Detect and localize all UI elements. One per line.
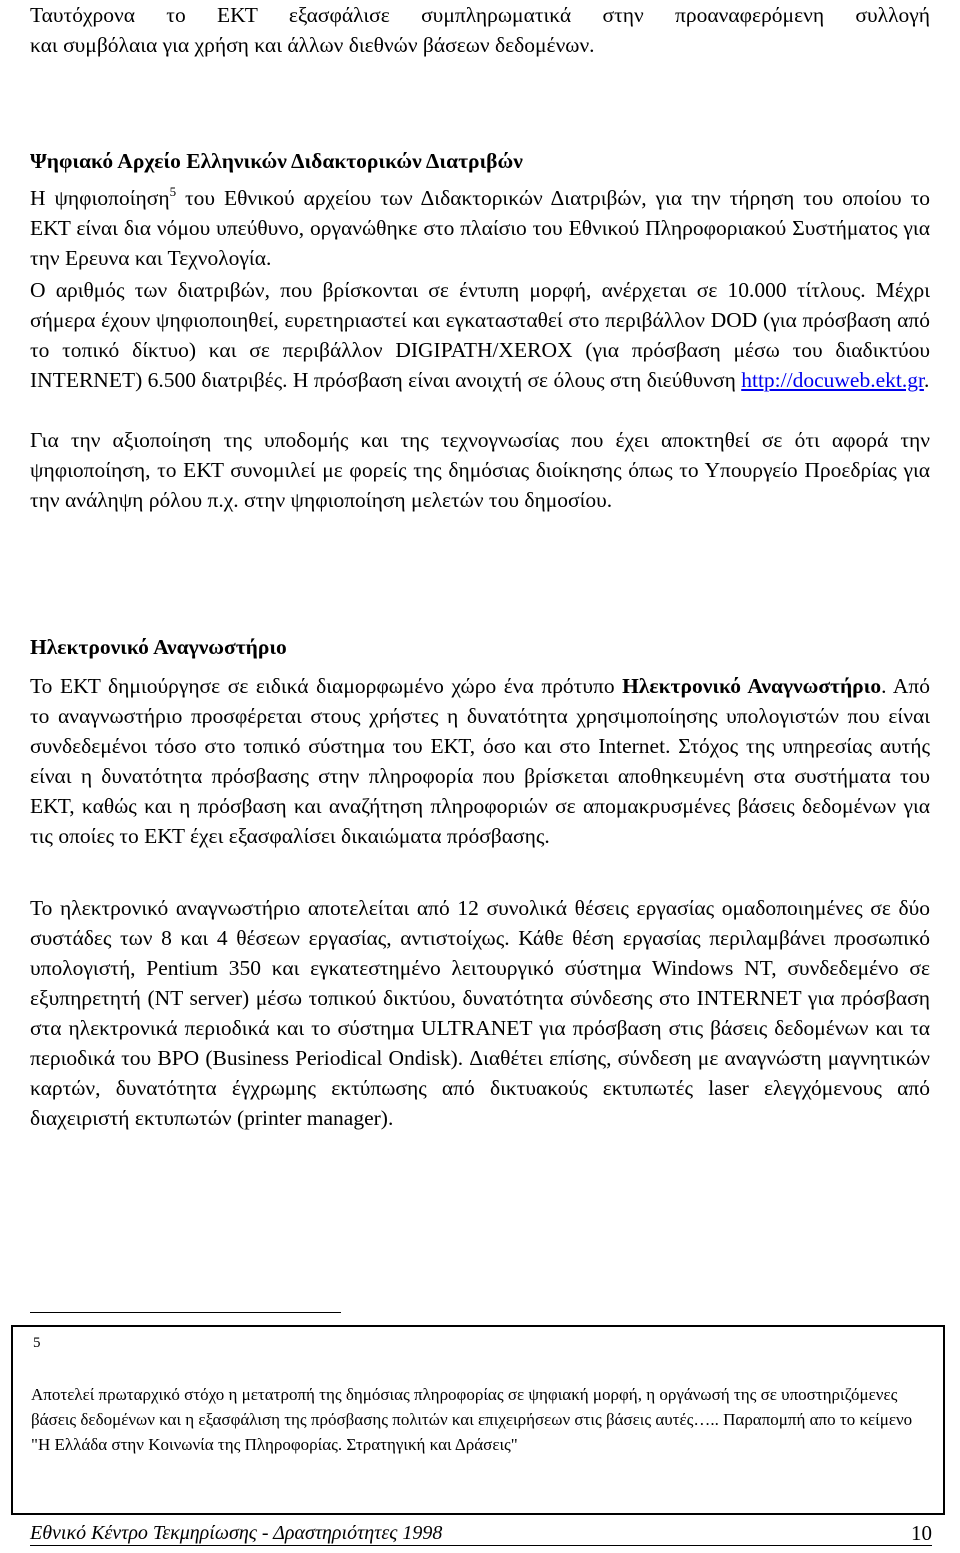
footer-title: Εθνικό Κέντρο Τεκμηρίωσης - Δραστηριότητες 1998 <box>30 1522 443 1544</box>
page-footer <box>30 1517 932 1549</box>
intro-paragraph-line2 <box>30 30 930 60</box>
archive-paragraph-3 <box>30 425 930 515</box>
footnote-text: Αποτελεί πρωταρχικό στόχο η μετατροπή της δημόσιας πληροφορίας σε ψηφιακή μορφή, η οργάνωσή της σε υποστηριζόμενες βάσεις δεδομένων και η εξασφάλιση της πρόσβασης πολιτών και επιχειρήσεων στις βάσεις αυτές….. Παραπομπή απο το κείμενο "Η Ελλάδα στην Κοινωνία της Πληροφορίας. Στρατηγική και Δράσεις" <box>31 1385 913 1454</box>
reading-room-p2-text: Το ηλεκτρονικό αναγνωστήριο αποτελείται από 12 συνολικά θέσεις εργασίας ομαδοποιημένες σε δύο συστάδες των 8 και 4 θέσεων εργασίας, αντιστοίχως. Κάθε θέση εργασίας περιλαμβάνει προσωπικό υπολογιστή, Pentium 350 και εγκατεστημένο λειτουργικό σύστημα Windows NT, συνδεδεμένο σε εξυπηρετητή (NT server) μέσω τοπικού δικτύου, δυνατότητα σύνδεσης στο INTERNET για πρόσβαση στα ηλεκτρονικά περιοδικά και το σύστημα ULTRANET για πρόσβαση στις βάσεις δεδομένων και τα περιοδικά του BPO (Business Periodical Ondisk). Διαθέτει επίσης, σύνδεση με αναγνώστη μαγνητικών καρτών, δυνατότητα έγχρωμης εκτύπωσης από δικτυακούς εκτυπωτές laser ελεγχόμενους από διαχειριστή εκτυπωτών (printer manager). <box>30 896 930 1130</box>
intro-paragraph <box>30 0 930 30</box>
footer-rule <box>30 1545 932 1546</box>
footnote-reference[interactable]: 5 <box>169 184 177 199</box>
intro-line-1: Ταυτόχρονα το ΕΚΤ εξασφάλισε συμπληρωματικά στην προαναφερόμενη συλλογή <box>30 3 930 27</box>
intro-line-2: και συμβόλαια για χρήση και άλλων διεθνών βάσεων δεδομένων. <box>30 33 595 57</box>
page-number: 10 <box>911 1521 932 1545</box>
footnote-number: 5 <box>33 1335 41 1351</box>
section-heading-archive: Ψηφιακό Αρχείο Ελληνικών Διδακτορικών Διατριβών <box>30 149 523 173</box>
reading-room-bold-term: Ηλεκτρονικό Αναγνωστήριο <box>622 674 882 698</box>
archive-p2-text-a: Ο αριθμός των διατριβών, που βρίσκονται σε έντυπη μορφή, ανέρχεται σε 10.000 τίτλους. Μέχρι σήμερα έχουν ψηφιοποιηθεί, ευρετηριαστεί και εγκατασταθεί στο περιβάλλον DOD (για πρόσβαση από το τοπικό δίκτυο) και σε περιβάλλον DIGIPATH/XEROX (για πρόσβαση μέσω του διαδικτύου INTERNET) 6.500 διατριβές. Η πρόσβαση είναι ανοιχτή σε όλους στη διεύθυνση <box>30 278 930 392</box>
docuweb-link[interactable]: http://docuweb.ekt.gr <box>741 368 924 392</box>
section-heading-reading-room: Ηλεκτρονικό Αναγνωστήριο <box>30 635 287 659</box>
reading-room-paragraph-1 <box>30 671 930 851</box>
archive-p1-text-a: Η ψηφιοποίηση <box>30 186 170 210</box>
archive-p3-text: Για την αξιοποίηση της υποδομής και της τεχνογνωσίας που έχει αποκτηθεί σε ότι αφορά την ψηφιοποίηση, το ΕΚΤ συνομιλεί με φορείς της δημόσιας διοίκησης όπως το Υπουργείο Προεδρίας για την ανάληψη ρόλου π.χ. στην ψηφιοποίηση μελετών του δημοσίου. <box>30 428 930 512</box>
archive-p2-text-b: . <box>923 368 930 392</box>
footnote-separator <box>30 1312 341 1313</box>
reading-room-paragraph-2 <box>30 893 930 1133</box>
archive-paragraph-2 <box>30 275 930 395</box>
archive-p1-text-b: του Εθνικού αρχείου των Διδακτορικών Διατριβών, για την τήρηση του οποίου το ΕΚΤ είναι δια νόμου υπεύθυνο, οργανώθηκε στο πλαίσιο του Εθνικού Πληροφοριακού Συστήματος για την Ερευνα και Τεχνολογία. <box>30 186 931 270</box>
reading-room-p1-text-b: . Από το αναγνωστήριο προσφέρεται στους χρήστες η δυνατότητα χρησιμοποίησης υπολογιστών που είναι συνδεδεμένοι τόσο στο τοπικό σύστημα του ΕΚΤ, όσο και στο Internet. Στόχος της υπηρεσίας αυτής είναι η δυνατότητα πρόσβασης στην πληροφορία που βρίσκεται αποθηκευμένη στα συστήματα του ΕΚΤ, καθώς και η πρόσβαση και αναζήτηση πληροφοριών σε απομακρυσμένες βάσεις δεδομένων για τις οποίες το ΕΚΤ έχει εξασφαλίσει δικαιώματα πρόσβασης. <box>30 674 930 848</box>
archive-paragraph-1 <box>30 183 930 273</box>
footnote-box <box>11 1325 945 1515</box>
reading-room-p1-text-a: Το ΕΚΤ δημιούργησε σε ειδικά διαμορφωμένο χώρο ένα πρότυπο <box>30 674 623 698</box>
